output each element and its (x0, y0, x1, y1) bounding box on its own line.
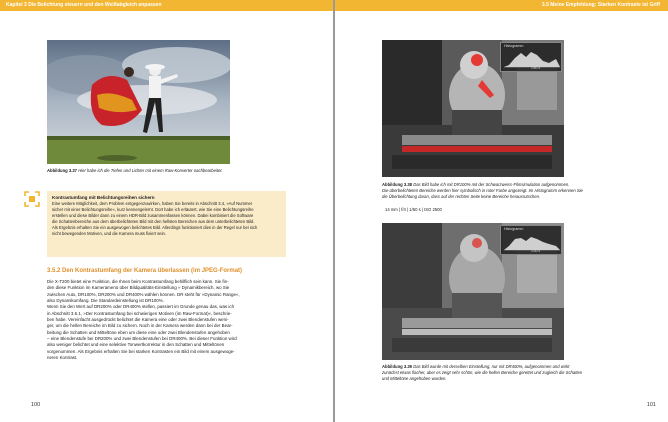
woodturner-photo-dr100 (382, 40, 564, 177)
figure-caption-3-39: Abbildung 3.39 Das Bild wurde mit derselben Einstellung, nur mit DR400%, aufgenommen und wirkt zunächst etwas flacher, aber es zeigt sehr schön, wie die hellen Bereiche gerettet und zugleich die Schatten und Mitteltöne angehoben wurden. (382, 364, 583, 381)
histogram-label: Histogramm (504, 44, 524, 48)
right-page (335, 0, 668, 422)
tip-box (47, 191, 286, 257)
page-number: 101 (646, 402, 656, 408)
histogram-label: Histogramm (504, 227, 524, 231)
page-number: 100 (31, 402, 41, 408)
dancers-photo (47, 40, 230, 164)
histogram-overlay (500, 42, 562, 72)
tip-icon (24, 191, 40, 207)
body-text: Die X-T200 bietet eine Funktion, die Ihnen beim Kontrastumfang behilflich sein kann. Sie fin- den diese Funktion im Kameramenü über Bildqualitäts-Einstellung » Dynamikbereich, wo Sie zwischen Auto, DR100%, DR200% und DR400% wählen können. DR steht für »Dynamic Range«, also Dynamikumfang. Die Standardeinstellung ist DR100%. Wenn Sie den Wert auf DR200% oder DR400% stellen, passiert im Grunde genau das, was ich in Abschnitt 3.5.1, »Der Kontrastumfang bei schwierigen Motiven (im Raw-Format)«, beschrie- ben habe. Vereinfacht ausgedrückt belichtet die Kamera eine oder zwei Blendenstufen weni- ger, um die hellen Bereiche im Bild zu sichern. Noch in der Kamera werden dann bei der Bear- beitung die Schatten und Mitteltöne eben um diese eine oder zwei Blendenstufen angehoben – eine Blendenstufe bei DR200% und zwei Blendenstufen bei DR400%. Bei dieser Funktion wird also weniger belichtet und eine selektive Tonwertkorrektur in den Schatten und Mitteltönen vorgenommen. Als Ergebnis erhalten Sie bei starken Kontrasten ein Bild mit einem ausgewoge- neren Kontrast. (47, 279, 240, 361)
tip-title: Kontrastumfang mit Belichtungsreihen sichern (52, 195, 155, 200)
histogram-overlay (500, 225, 562, 255)
histogram-value: 1/50 s (531, 66, 540, 70)
page-header: 3.5 Meine Empfehlung: Starken Kontraste ist Griff (335, 0, 668, 11)
page-header: Kapitel 3 Die Belichtung steuern und den Weißabgleich anpassen (0, 0, 333, 11)
figure-caption-3-38: Abbildung 3.38 Das Bild habe ich mit DR100% mit der Schwarzweiss-Filmsimulation aufgenommen. Die überbelichteten Bereiche werden hier symbolisch in roter Farbe angezeigt. Im Histogramm erkennen Sie die Überbelichtung daran, dass auf der rechten Seite keine Bereiche herausrutschen. (382, 182, 583, 199)
section-heading: 3.5.2 Den Kontrastumfang der Kamera überlassen (im JPEG-Format) (47, 268, 243, 274)
tip-body: Eine weitere Möglichkeit, dem Problem entgegenzuwirken, haben Sie bereits in Abschnitt 3.4, »Auf Nummer sicher mit einer Belichtungsreihe«, kurz kennengelernt. Dort habe ich erläutert, wie Sie eine Belichtungsreihe erstellen und diese Bilder dann zu einem HDR-Bild zusammenfassen können. Dabei kombiniert die Software die Schattenbereiche aus dem überbelichteten Bild mit den hellsten Bereichen aus dem unterbelichteten Bild. Als Ergebnis erhalten Sie ein ausgewogen belichtetes Bild. Allerdings funktioniert dies in der Regel nur bei sich nicht bewegenden Motiven, und die Kamera muss fixiert sein. (52, 201, 258, 236)
histogram-value: 1/30 s (531, 249, 540, 253)
figure-caption: Abbildung 3.37 Hier habe ich die Tiefen und Lichter mit einem Raw-Konverter nachbearbeitet. (47, 168, 223, 173)
exif-meta: 14 mm | f/4 | 1/50 s | ISO 2500 (385, 207, 442, 212)
woodturner-photo-dr400 (382, 223, 564, 360)
left-page (0, 0, 333, 422)
